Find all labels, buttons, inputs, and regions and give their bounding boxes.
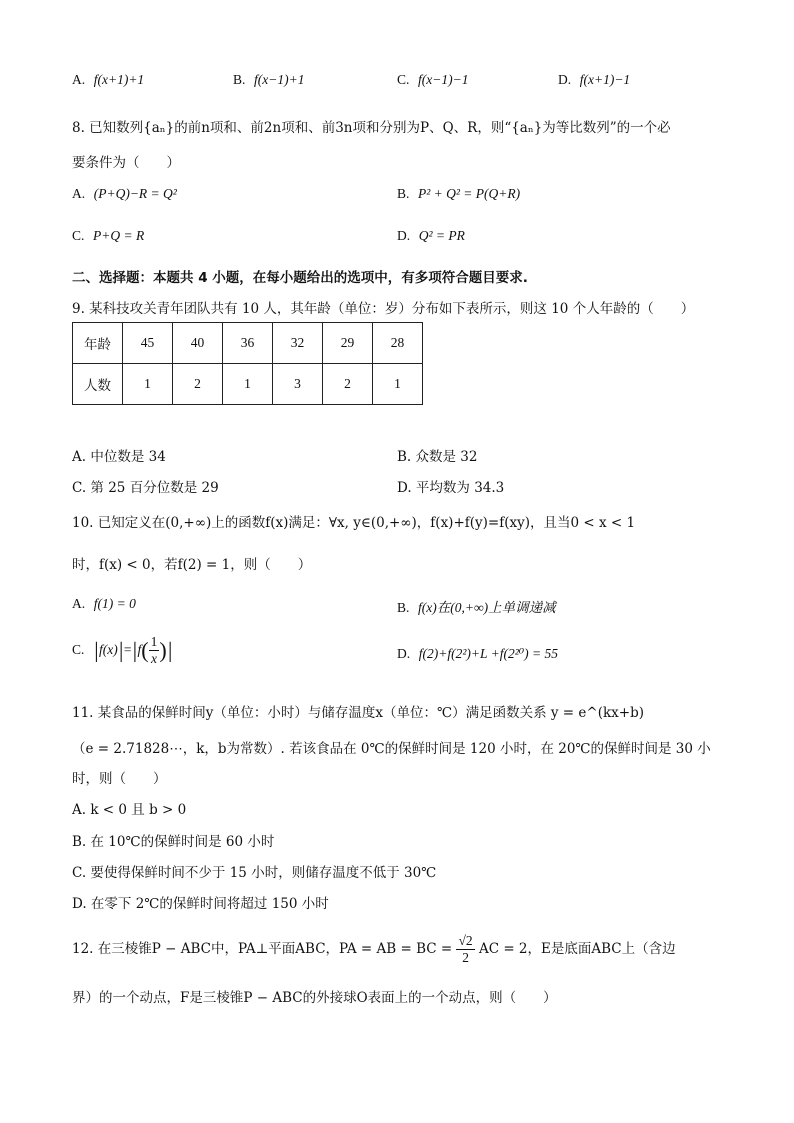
table-cell: 1 <box>373 364 423 405</box>
q7-option-c-expr: f(x−1)−1 <box>417 72 469 87</box>
q9-option-a: A. 中位数是 34 <box>72 449 166 465</box>
table-cell: 2 <box>323 364 373 405</box>
q9-option-d: D. 平均数为 34.3 <box>397 480 505 496</box>
fraction: $\frac{1}{x}$ <box>150 634 158 666</box>
section-heading: 二、选择题：本题共 4 小题，在每小题给出的选项中，有多项符合题目要求. <box>72 270 528 286</box>
q11-stem-line3: 时，则（ ） <box>72 771 167 787</box>
q8-option-c-expr: P+Q = R <box>92 228 145 243</box>
q9-stem: 9. 某科技攻关青年团队共有 10 人，其年龄（单位：岁）分布如下表所示，则这 10 个人年龄的（ ） <box>72 301 695 317</box>
q8-option-a: A. (P+Q)−R = Q² <box>72 186 177 201</box>
q11-option-b: B. 在 10℃的保鲜时间是 60 小时 <box>72 834 275 850</box>
q10-option-d: D. f(2)+f(2²)+L +f(2²⁰) = 55 <box>397 646 559 661</box>
table-cell: 40 <box>173 323 223 364</box>
q7-option-a: A. f(x+1)+1 <box>72 72 145 87</box>
q8-option-c: C. P+Q = R <box>72 228 145 243</box>
q11-stem-line2: （e = 2.71828⋯，k，b为常数）. 若该食品在 0℃的保鲜时间是 120 小时，在 20℃的保鲜时间是 30 小 <box>72 741 711 757</box>
table-row <box>73 323 423 364</box>
q8-stem-line2: 要条件为（ ） <box>72 155 180 171</box>
table-cell: 45 <box>123 323 173 364</box>
age-table <box>72 322 423 405</box>
table-cell: 年龄 <box>73 323 123 364</box>
q10-option-b: B. f(x)在(0,+∞)上单调递减 <box>397 600 556 615</box>
q12-stem-line2: 界）的一个动点，F是三棱锥P − ABC的外接球O表面上的一个动点，则（ ） <box>72 990 557 1006</box>
table-cell: 36 <box>223 323 273 364</box>
q10-option-d-expr: f(2)+f(2²)+L +f(2²⁰) = 55 <box>418 646 559 661</box>
table-cell: 1 <box>223 364 273 405</box>
q11-option-a: A. k < 0 且 b > 0 <box>72 802 187 818</box>
q10-option-c: C. |f(x)|=|f( $\frac{1}{x}$ )| <box>72 634 173 666</box>
table-cell: 28 <box>373 323 423 364</box>
q11-option-d: D. 在零下 2℃的保鲜时间将超过 150 小时 <box>72 896 329 912</box>
q7-option-b: B. f(x−1)+1 <box>233 72 305 87</box>
q7-option-d-expr: f(x+1)−1 <box>579 72 631 87</box>
q10-option-a-expr: f(1) = 0 <box>93 596 136 611</box>
q11-stem-line1: 11. 某食品的保鲜时间y（单位：小时）与储存温度x（单位：℃）满足函数关系 y = e^(kx+b) <box>72 705 644 721</box>
table-cell: 1 <box>123 364 173 405</box>
q11-option-c: C. 要使得保鲜时间不少于 15 小时，则储存温度不低于 30℃ <box>72 865 437 881</box>
table-cell: 2 <box>173 364 223 405</box>
q8-option-b: B. P² + Q² = P(Q+R) <box>397 186 521 201</box>
q10-option-a: A. f(1) = 0 <box>72 596 136 611</box>
table-cell: 人数 <box>73 364 123 405</box>
q7-option-c: C. f(x−1)−1 <box>397 72 469 87</box>
q7-option-a-expr: f(x+1)+1 <box>93 72 145 87</box>
q10-stem-line1: 10. 已知定义在(0,+∞)上的函数f(x)满足：∀x, y∈(0,+∞)，f(x)+f(y)=f(xy)，且当0 < x < 1 <box>72 515 636 531</box>
q7-option-d: D. f(x+1)−1 <box>558 72 631 87</box>
q12-stem-line1: 12. 在三棱锥P − ABC中，PA⊥平面ABC，PA = AB = BC = $\frac{√2}{2}$ AC = 2，E是底面ABC上（含边 <box>72 933 676 965</box>
q10-option-b-expr: f(x)在(0,+∞)上单调递减 <box>417 600 556 615</box>
q9-option-c: C. 第 25 百分位数是 29 <box>72 480 219 496</box>
q8-option-d-expr: Q² = PR <box>418 228 465 243</box>
q8-stem-line1: 8. 已知数列{aₙ}的前n项和、前2n项和、前3n项和分别为P、Q、R，则“{aₙ}为等比数列”的一个必 <box>72 120 671 136</box>
q8-option-d: D. Q² = PR <box>397 228 465 243</box>
table-cell: 32 <box>273 323 323 364</box>
q10-stem-line2: 时，f(x) < 0，若f(2) = 1，则（ ） <box>72 557 312 573</box>
q7-option-b-expr: f(x−1)+1 <box>253 72 305 87</box>
table-cell: 29 <box>323 323 373 364</box>
q8-option-b-expr: P² + Q² = P(Q+R) <box>417 186 521 201</box>
table-row <box>73 364 423 405</box>
q9-option-b: B. 众数是 32 <box>397 449 478 465</box>
fraction: $\frac{√2}{2}$ <box>458 933 473 965</box>
q8-option-a-expr: (P+Q)−R = Q² <box>93 186 177 201</box>
table-cell: 3 <box>273 364 323 405</box>
